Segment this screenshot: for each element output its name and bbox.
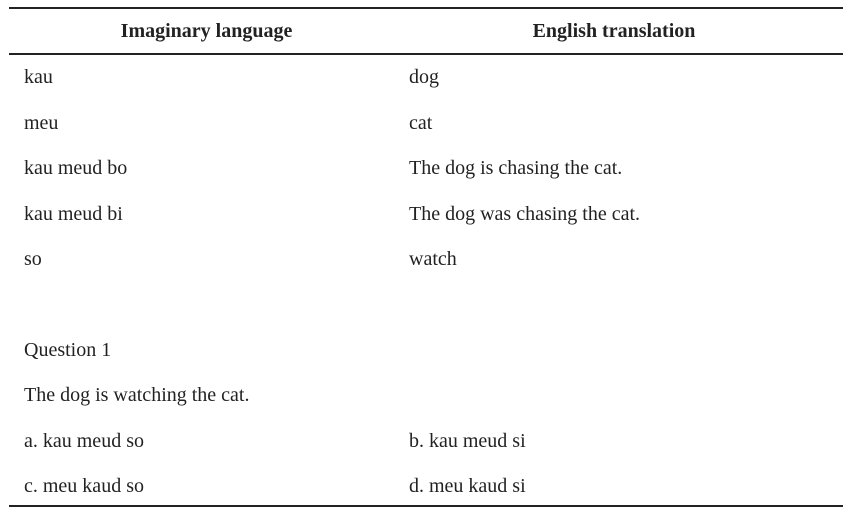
row-2-imaginary: meu bbox=[24, 112, 59, 134]
question-prompt: The dog is watching the cat. bbox=[24, 384, 250, 406]
row-1-english: dog bbox=[409, 66, 439, 88]
row-5-imaginary: so bbox=[24, 248, 42, 270]
row-3-english: The dog is chasing the cat. bbox=[409, 157, 623, 179]
vocabulary-table bbox=[9, 7, 843, 507]
header-imaginary-language: Imaginary language bbox=[120, 20, 293, 42]
row-1-imaginary: kau bbox=[24, 66, 53, 88]
option-d: d. meu kaud si bbox=[409, 475, 526, 497]
row-5-english: watch bbox=[409, 248, 457, 270]
row-3-imaginary: kau meud bo bbox=[24, 157, 128, 179]
row-4-imaginary: kau meud bi bbox=[24, 203, 123, 225]
header-english-translation: English translation bbox=[532, 20, 696, 42]
row-4-english: The dog was chasing the cat. bbox=[409, 203, 641, 225]
option-a: a. kau meud so bbox=[24, 430, 144, 452]
row-2-english: cat bbox=[409, 112, 433, 134]
question-label: Question 1 bbox=[24, 339, 112, 361]
option-b: b. kau meud si bbox=[409, 430, 526, 452]
option-c: c. meu kaud so bbox=[24, 475, 144, 497]
table-header bbox=[9, 9, 843, 55]
